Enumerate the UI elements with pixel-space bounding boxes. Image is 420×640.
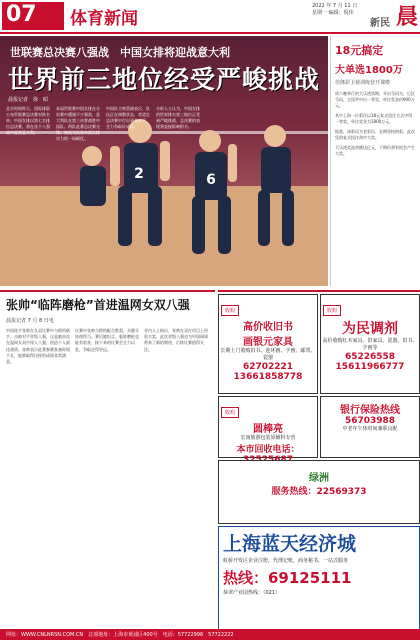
bigad-phone: 热线：69125111: [223, 569, 352, 587]
ad-phone: 服务热线：22569373: [271, 487, 367, 497]
bigad-title: 上海蓝天经济城: [223, 533, 357, 555]
lead-headline: 世界前三地位经受严峻挑战: [8, 65, 321, 94]
lead-column-4: 分析人士认为，中国女排的世界排名第三地位正受到严峻挑战，总决赛的表现将直接影响积分。: [156, 106, 200, 129]
sidebar-paragraph: 大乐透奖池余额达亿元，下期仍将有机会产生大奖。: [335, 145, 415, 156]
story-column-3: 业内人士指出，张帅在双打项目上经验丰富，此次晋级八强也为中国网球带来了新的期待，后续比赛值得关注。: [144, 328, 208, 352]
ad-title: 绿洲: [309, 473, 329, 484]
lead-column-3: 中国队主帅蔡斌表示，队伍正在调整状态，希望在总决赛中打出更高水平，全力争取好成绩。: [106, 106, 150, 129]
editor-text: 星期一 编辑：倪伟: [312, 10, 354, 16]
ad-furniture: [320, 294, 420, 394]
story-column-2: 比赛中张帅与搭档配合默契，关键分处理得当。赛后她坦言，临阵磨枪也能有收获，接下来的比赛会全力以赴，争取走得更远。: [75, 328, 139, 352]
svg-text:2: 2: [134, 166, 144, 182]
lottery-sidebar: [330, 36, 420, 286]
classified-ads: [218, 290, 420, 635]
ad-packaging: [218, 396, 318, 458]
svg-text:6: 6: [206, 172, 216, 188]
ad-badge: 收购: [221, 305, 239, 316]
sidebar-subtitle: 佳隆彩卫视训练营开课啦: [335, 80, 391, 86]
bigad-body: 虹桥开发区企业注册，代理记账，商务秘书，一站式服务: [223, 558, 349, 564]
page-footer: 网址：WWW.CNLNRSN.COM.CN 总部地址：上海市黄浦区400号 电话：57722996 57722222: [0, 629, 420, 640]
newspaper-logo: [370, 0, 420, 32]
sidebar-title: 18元搞定: [335, 44, 384, 57]
ad-title: 为民调剂: [342, 321, 398, 337]
ad-title: 圆棒亮: [253, 424, 283, 435]
story-byline: 晨报记者 7 月 8 日电: [6, 318, 54, 324]
story-column-1: 中国选手张帅在女双比赛中与搭档联手，击败对手晋级八强，这是她首次在温网女双中闯入八强，创造个人最佳战绩。张帅表示此番参赛准备时间不长，能够取得这样的成绩非常满意。: [6, 328, 70, 365]
lead-photo: [0, 36, 328, 286]
ad-badge: 收购: [323, 305, 341, 316]
date-line: [312, 3, 372, 17]
sidebar-paragraph: 据悉，该彩民为老彩民，长期坚持购彩，此次凭借复式投注命中大奖。: [335, 129, 415, 140]
date-text: 2022 年 7 月 11 日: [312, 3, 358, 9]
ad-insurance: [320, 396, 420, 458]
sidebar-paragraph: 周六晚举行的大乐透第期，开出号码为，后区号码，全国共中出一等奖，单注奖金约900万元。: [335, 91, 415, 108]
ad-phone: 62702221 13661858778: [233, 362, 303, 382]
bigad-contact: 恭翠产业园热线：（021）: [223, 590, 281, 596]
lead-byline: 晨报记者 徐 昭: [8, 97, 49, 103]
logo-big-text: 晨: [395, 4, 418, 30]
story-headline: 张帅“临阵磨枪”首进温网女双八强: [6, 298, 190, 312]
section-title: 体育新闻: [70, 9, 138, 29]
ad-phone: 65226558 15611966777: [335, 352, 405, 372]
ad-book-buy: [218, 294, 318, 394]
page-number: 07: [2, 2, 64, 30]
ad-body: 中老年午休时间兼职良配: [342, 426, 398, 432]
ad-body: 长期上门收购旧书、连环画、字画、邮票、瓷器: [220, 348, 316, 361]
logo-small-text: 新民: [370, 18, 390, 29]
lead-subheadline: 世联赛总决赛八强战 中国女排将迎战意大利: [10, 46, 230, 59]
story-columns: [0, 324, 215, 369]
sidebar-title-2: 大单选1800万: [335, 65, 403, 76]
lead-column-2: 本届世联赛中国女排在分站赛中遭遇不少强敌，意大利队在第三站曾战胜中国队。两队此番总决赛交锋，被视为检验中国女排实力的一场硬仗。: [56, 106, 100, 141]
ad-title: 银行保险热线: [340, 405, 400, 416]
ad-phone: 56703988: [344, 416, 396, 426]
ad-badge: 收购: [221, 407, 239, 418]
ad-phone: 本市回收电话：: [236, 445, 300, 455]
ad-oasis: [218, 460, 420, 524]
sidebar-paragraph: 其中上海一位彩民以18元复式投注方式中得一等奖，单注奖金为1800万元。: [335, 113, 413, 124]
lead-column-1: 北京时间昨天，国际排联公布世联赛总决赛对阵名单，中国女排以第七名排位总决赛，将在首个八强战中迎战意大利。: [6, 106, 50, 135]
ad-title: 画银元家具: [243, 337, 293, 348]
page-header: [0, 0, 420, 34]
ad-body: 高价收购红木家具、旧家具、瓷器、旧书、字画等: [322, 338, 418, 351]
ad-title: 高价收旧书: [243, 322, 293, 333]
ad-economic-city: [218, 526, 420, 637]
tennis-story: [0, 290, 215, 635]
ad-body: 宏南旅游包装原辅料专营: [240, 435, 296, 441]
